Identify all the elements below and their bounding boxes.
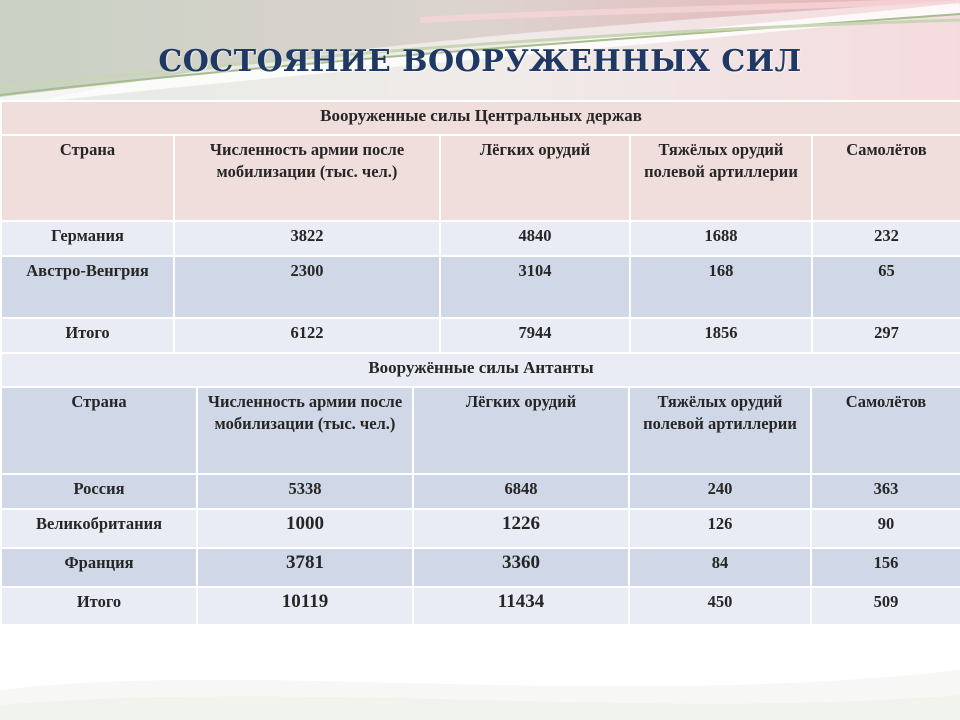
cell-army-size: 5338	[197, 474, 413, 509]
cell-country: Германия	[1, 221, 174, 256]
cell-army-size: 1000	[197, 509, 413, 548]
cell-heavy-guns: 450	[629, 587, 811, 625]
cell-light-guns: 1226	[413, 509, 629, 548]
header-heavy-guns: Тяжёлых орудий полевой артиллерии	[630, 135, 812, 221]
cell-light-guns: 4840	[440, 221, 630, 256]
header-light-guns: Лёгких орудий	[440, 135, 630, 221]
header-heavy-guns: Тяжёлых орудий полевой артиллерии	[629, 387, 811, 474]
cell-light-guns: 3360	[413, 548, 629, 587]
table-row	[1, 474, 960, 509]
header-army-size: Численность армии после мобилизации (тыс. чел.)	[174, 135, 440, 221]
header-light-guns: Лёгких орудий	[413, 387, 629, 474]
cell-army-size: 6122	[174, 318, 440, 353]
central-table-title: Вооруженные силы Центральных держав	[1, 101, 960, 135]
cell-light-guns: 6848	[413, 474, 629, 509]
table-row	[1, 587, 960, 625]
header-aircraft: Самолётов	[812, 135, 960, 221]
cell-heavy-guns: 84	[629, 548, 811, 587]
cell-light-guns: 7944	[440, 318, 630, 353]
cell-heavy-guns: 168	[630, 256, 812, 318]
cell-country: Итого	[1, 587, 197, 625]
cell-aircraft: 90	[811, 509, 960, 548]
table-row	[1, 256, 960, 318]
header-country: Страна	[1, 387, 197, 474]
cell-army-size: 3781	[197, 548, 413, 587]
decorative-background-waves	[0, 620, 960, 720]
cell-aircraft: 297	[812, 318, 960, 353]
header-country: Страна	[1, 135, 174, 221]
cell-country: Франция	[1, 548, 197, 587]
cell-aircraft: 232	[812, 221, 960, 256]
cell-heavy-guns: 240	[629, 474, 811, 509]
table-row	[1, 548, 960, 587]
cell-heavy-guns: 1688	[630, 221, 812, 256]
cell-aircraft: 65	[812, 256, 960, 318]
cell-country: Австро-Венгрия	[1, 256, 174, 318]
cell-aircraft: 509	[811, 587, 960, 625]
cell-country: Россия	[1, 474, 197, 509]
cell-army-size: 10119	[197, 587, 413, 625]
cell-heavy-guns: 126	[629, 509, 811, 548]
table-row	[1, 509, 960, 548]
cell-heavy-guns: 1856	[630, 318, 812, 353]
cell-aircraft: 156	[811, 548, 960, 587]
central-powers-table	[0, 100, 960, 354]
table-row	[1, 318, 960, 353]
cell-aircraft: 363	[811, 474, 960, 509]
cell-country: Итого	[1, 318, 174, 353]
cell-army-size: 3822	[174, 221, 440, 256]
slide-title: СОСТОЯНИЕ ВООРУЖЕННЫХ СИЛ	[158, 44, 802, 79]
entente-table-title: Вооружённые силы Антанты	[1, 353, 960, 387]
cell-country: Великобритания	[1, 509, 197, 548]
cell-army-size: 2300	[174, 256, 440, 318]
cell-light-guns: 11434	[413, 587, 629, 625]
table-row	[1, 221, 960, 256]
entente-table	[0, 352, 960, 626]
cell-light-guns: 3104	[440, 256, 630, 318]
header-army-size: Численность армии после мобилизации (тыс. чел.)	[197, 387, 413, 474]
header-aircraft: Самолётов	[811, 387, 960, 474]
